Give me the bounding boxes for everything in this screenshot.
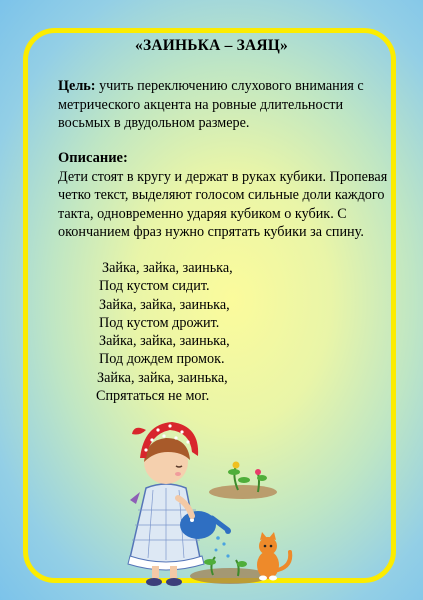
goal-text: учить переключению слухового внимания с метрического акцента на ровные длительности восьмых в двудольном размере. xyxy=(58,78,364,131)
poem-line: Зайка, зайка, заинька, xyxy=(97,369,228,386)
poem-line: Спрятаться не мог. xyxy=(96,388,210,405)
poem-line: Зайка, зайка, заинька, xyxy=(99,296,230,313)
page-title: «ЗАИНЬКА – ЗАЯЦ» xyxy=(135,37,288,54)
poem-line: Под кустом дрожит. xyxy=(99,314,220,331)
poem-line: Зайка, зайка, заинька, xyxy=(102,260,233,276)
poem xyxy=(96,259,356,405)
poem-line: Под кустом сидит. xyxy=(99,278,210,295)
goal-paragraph xyxy=(58,77,398,133)
goal-label: Цель: xyxy=(58,78,96,94)
kitten-icon xyxy=(257,532,290,581)
poem-line: Зайка, зайка, заинька, xyxy=(99,333,230,350)
description-heading: Описание: xyxy=(58,150,128,166)
watering-can-icon xyxy=(180,511,231,539)
girl-watering-illustration xyxy=(118,410,298,595)
poem-line: Под дождем промок. xyxy=(99,351,225,368)
description-text: Дети стоят в кругу и держат в руках кубики. Пропевая четко текст, выделяют голосом сильные доли каждого такта, одновременно ударяя кубиком о кубик. С окончанием фраз нужно спрятать кубики за спину. xyxy=(58,169,388,240)
